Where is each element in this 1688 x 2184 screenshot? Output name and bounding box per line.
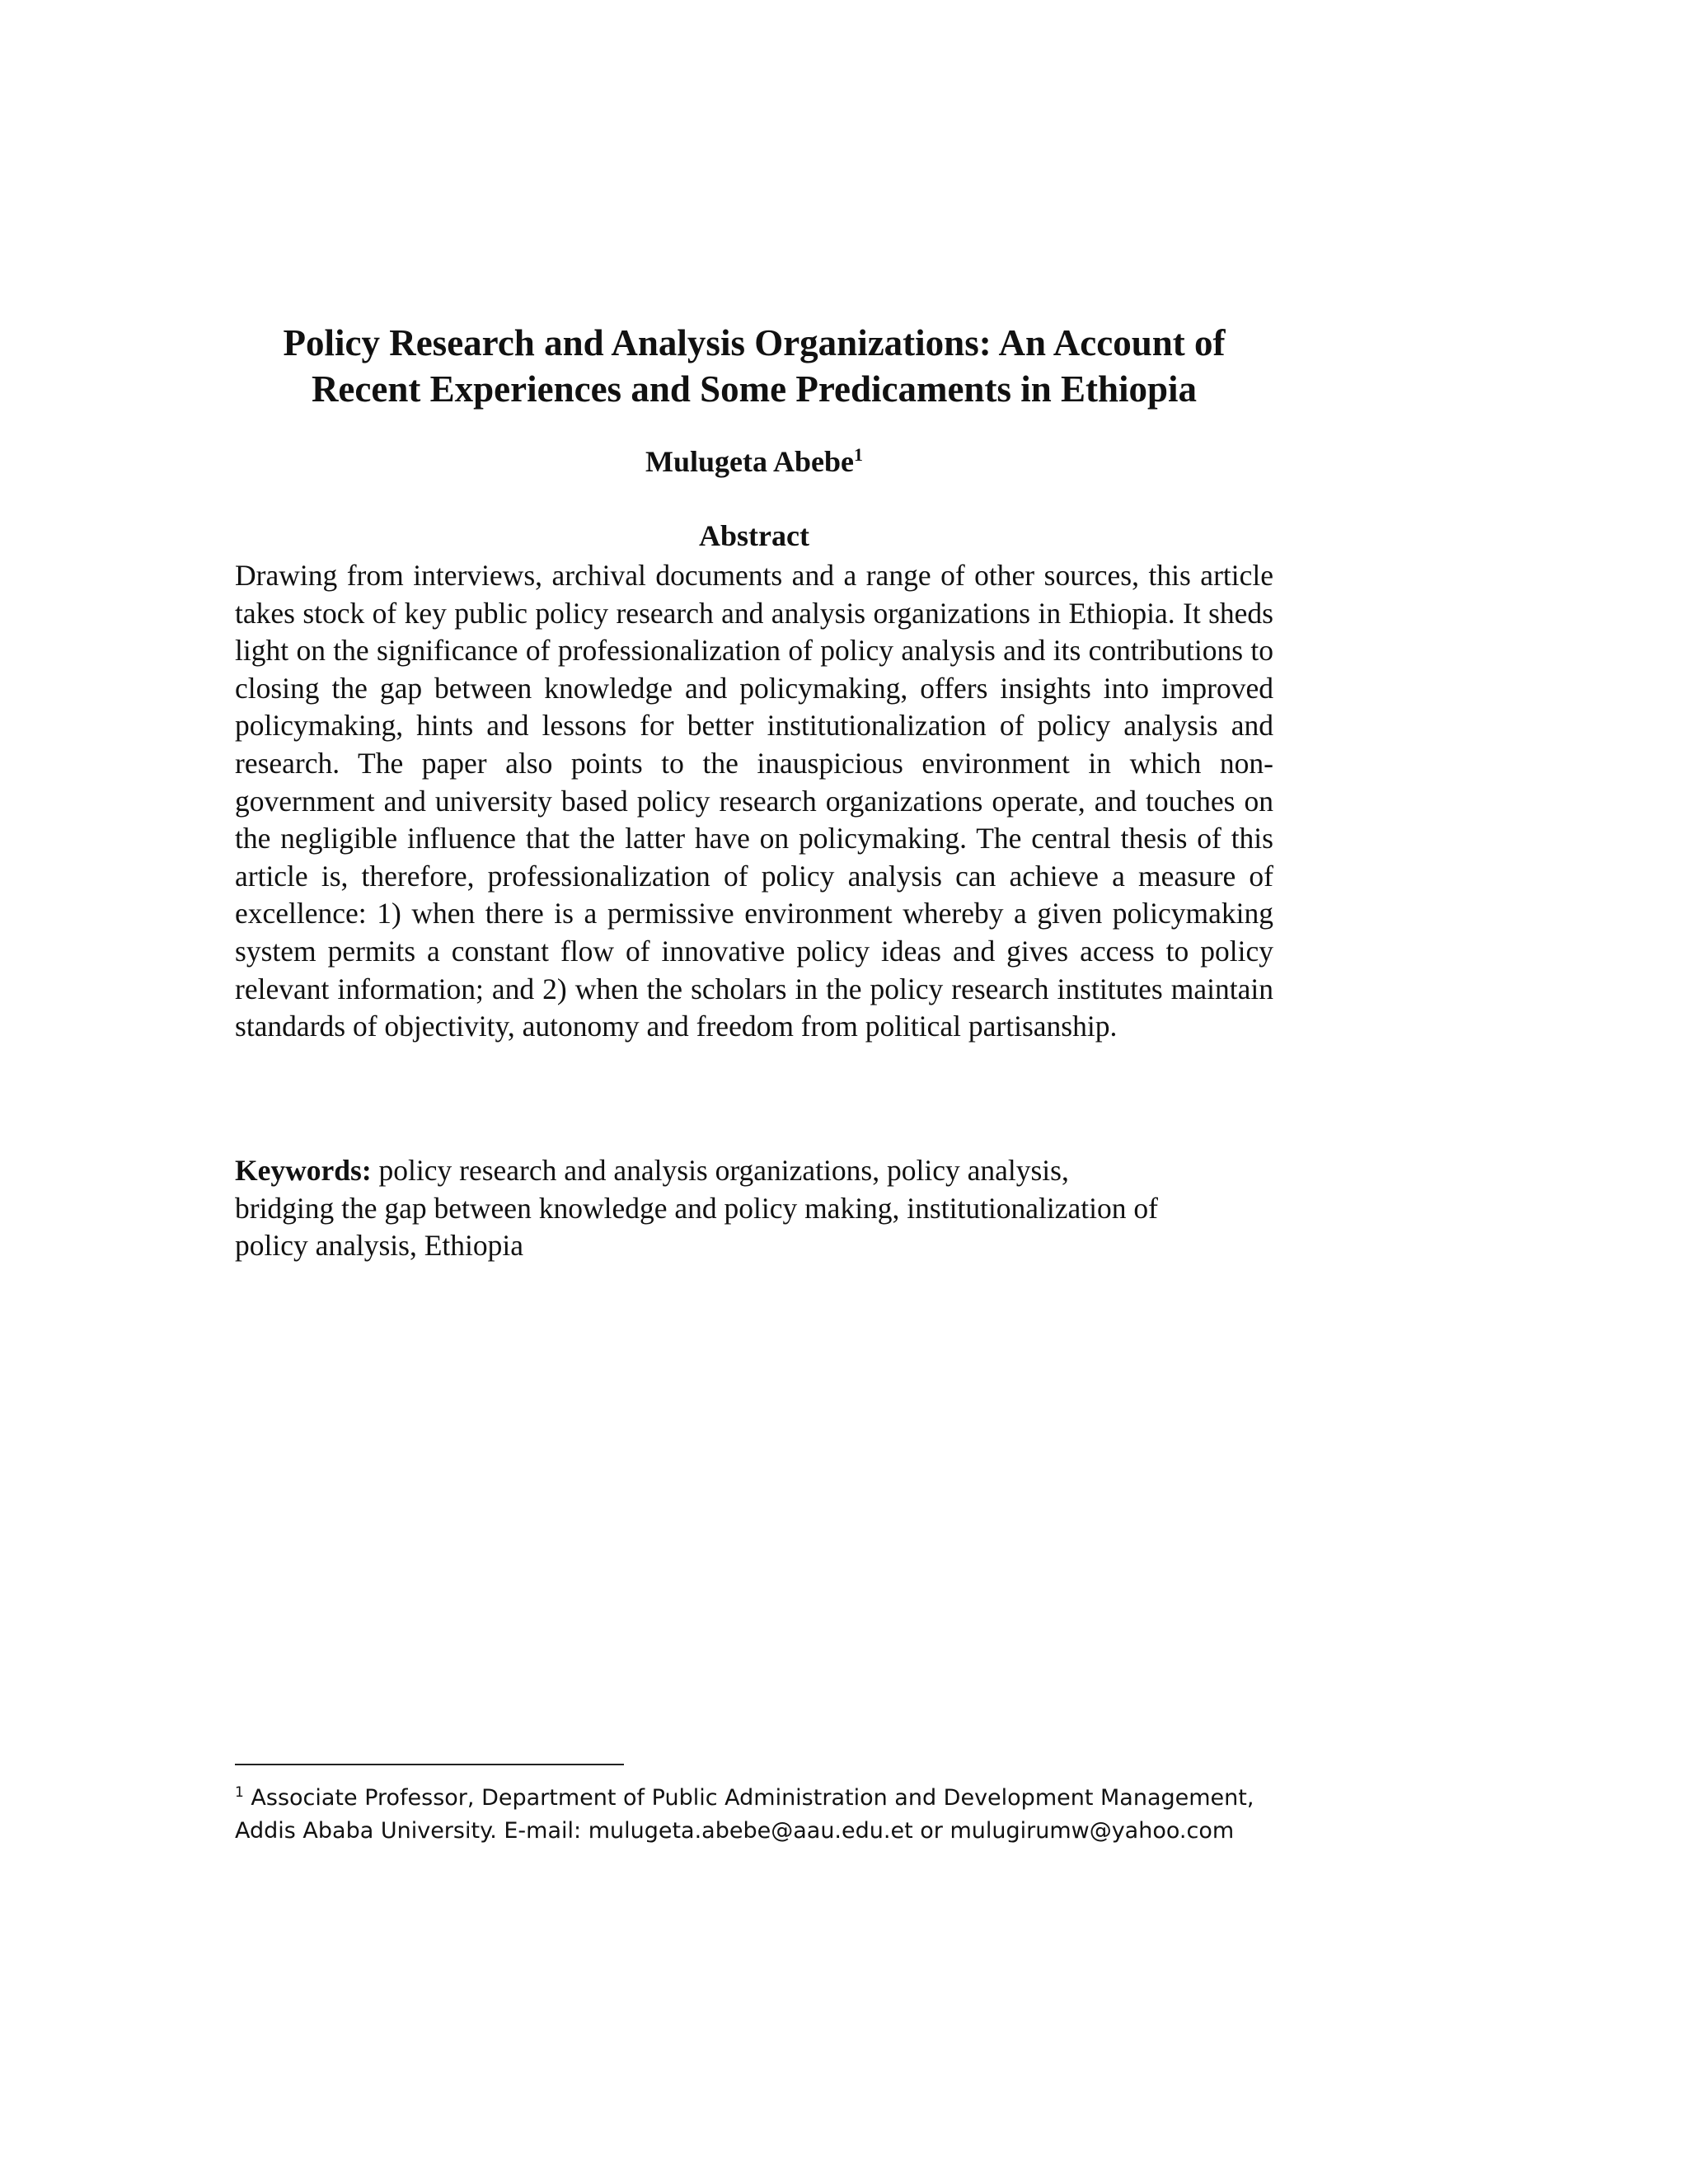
author-footnote-mark: 1 [854, 444, 863, 465]
keywords-text-2: bridging the gap between knowledge and policy making, institutionalization of [235, 1191, 1158, 1225]
footnote-mark: 1 [235, 1784, 244, 1801]
keywords-paragraph [235, 1152, 1286, 1265]
footnote-text-2: Addis Ababa University. E-mail: mulugeta.abebe@aau.edu.et or mulugirumw@yahoo.com [235, 1818, 1235, 1844]
paper-title-line-2: Recent Experiences and Some Predicaments in Ethiopia [311, 368, 1198, 410]
footnote-text-1: Associate Professor, Department of Public Administration and Development Management, [243, 1785, 1254, 1811]
abstract-heading: Abstract [699, 519, 809, 552]
author-name: Mulugeta Abebe [645, 445, 854, 478]
footnote [235, 1782, 1323, 1848]
keywords-text-1: policy research and analysis organizations, policy analysis, [371, 1154, 1069, 1187]
keywords-line-1 [235, 1152, 1286, 1190]
keywords-label: Keywords: [235, 1154, 372, 1187]
footnote-divider [235, 1764, 624, 1765]
paper-title-line-1: Policy Research and Analysis Organizations: An Account of [283, 322, 1226, 363]
keywords-text-3: policy analysis, Ethiopia [235, 1229, 524, 1263]
author-byline [235, 443, 1273, 480]
abstract-text: Drawing from interviews, archival documents and a range of other sources, this article takes stock of key public policy research and analysis organizations in Ethiopia. It sheds light on the significance of professionalization of policy analysis and its contributions to closing the gap between knowledge and policymaking, offers insights into improved policymaking, hints and lessons for better institutionalization of policy analysis and research. The paper also points to the inauspicious environment in which non-government and university based policy research organizations operate, and touches on the negligible influence that the latter have on policymaking. The central thesis of this article is, therefore, professionalization of policy analysis can achieve a measure of excellence: 1) when there is a permissive environment whereby a given policymaking system permits a constant flow of innovative policy ideas and gives access to policy relevant information; and 2) when the scholars in the policy research institutes maintain standards of objectivity, autonomy and freedom from political partisanship. [235, 559, 1273, 1043]
footnote-line-1 [235, 1782, 1323, 1815]
paper-title [235, 320, 1273, 412]
